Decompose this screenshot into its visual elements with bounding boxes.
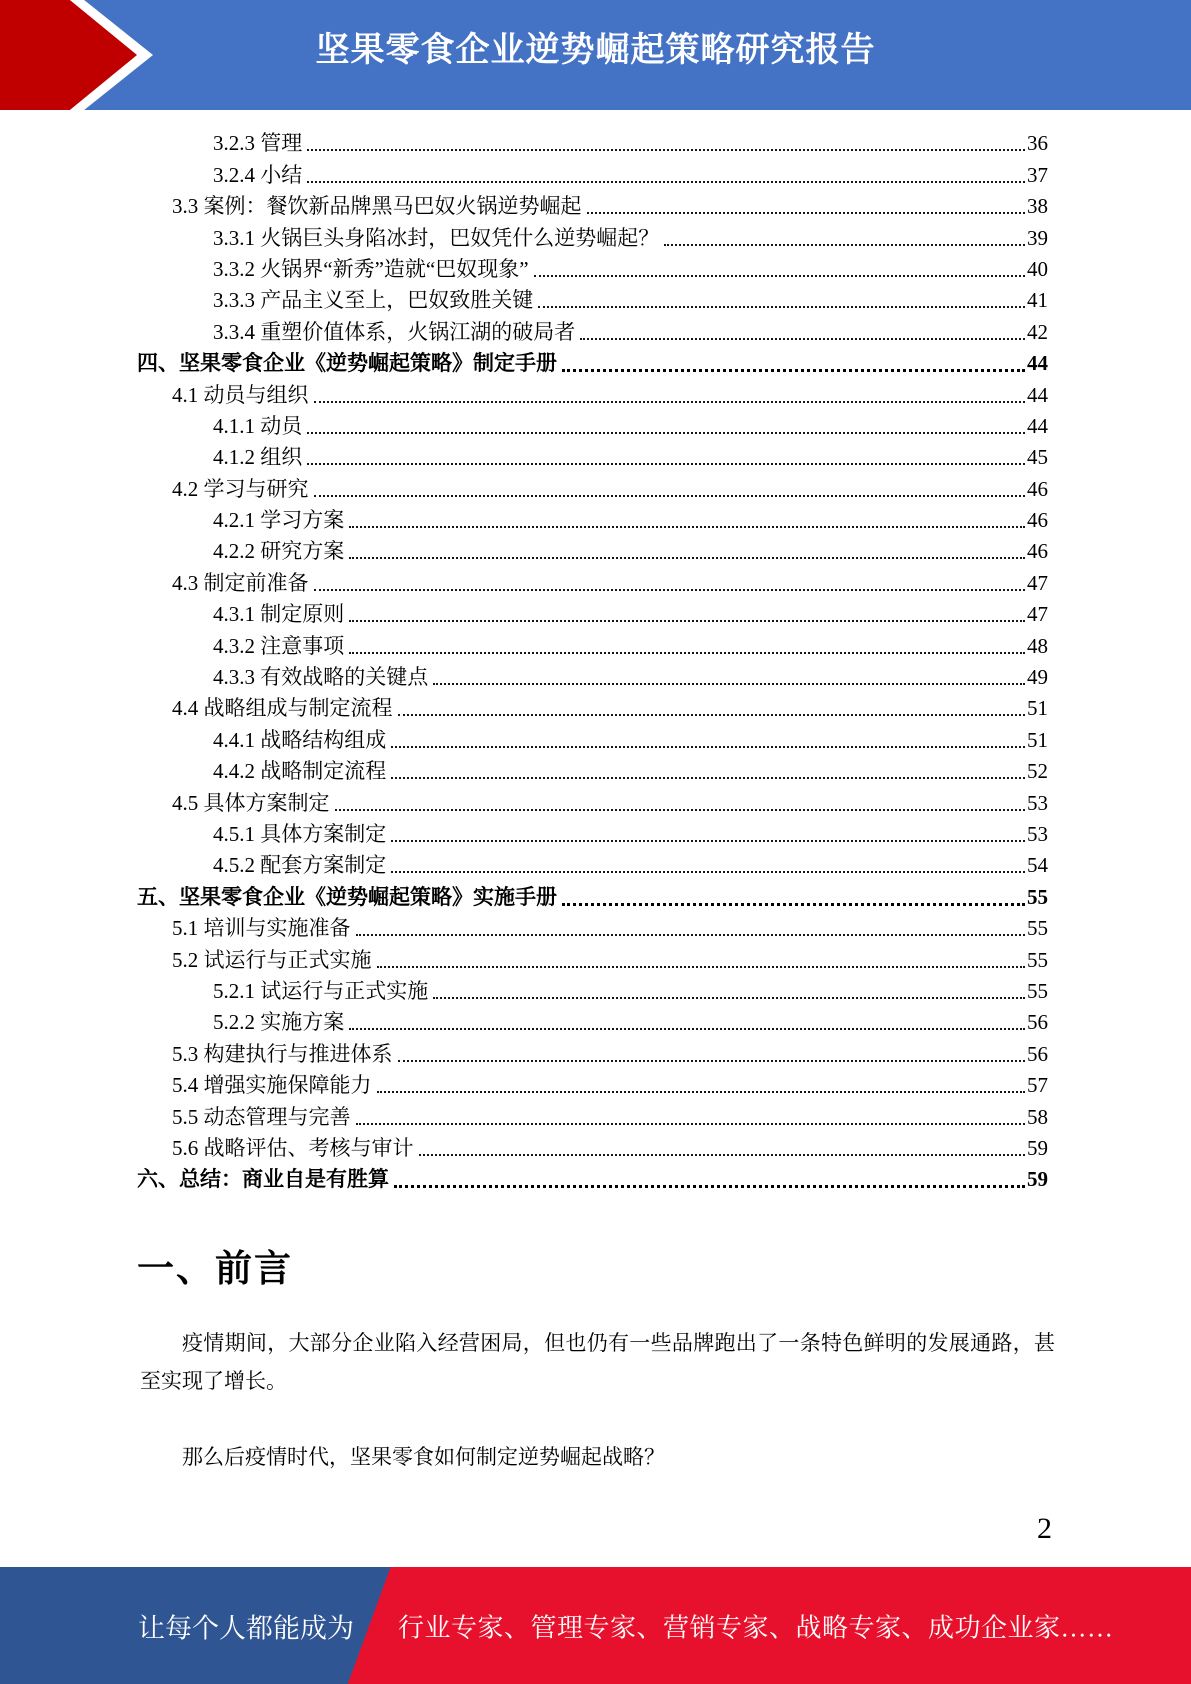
- toc-entry[interactable]: [137, 1037, 1048, 1068]
- toc-entry-page: 59: [1027, 1167, 1048, 1192]
- toc-dotted-leader: [356, 934, 1026, 936]
- toc-entry-label: 5.6 战略评估、考核与审计: [172, 1135, 414, 1160]
- toc-entry[interactable]: [137, 566, 1048, 597]
- toc-entry-page: 44: [1027, 351, 1048, 376]
- toc-entry-page: 40: [1027, 256, 1048, 281]
- toc-entry-label: 5.5 动态管理与完善: [172, 1104, 351, 1129]
- toc-dotted-leader: [349, 557, 1025, 559]
- body-text-block: [140, 1324, 1055, 1476]
- toc-entry-label: 4.2.1 学习方案: [213, 508, 345, 533]
- toc-entry-page: 47: [1027, 570, 1048, 595]
- toc-entry-label: 五、坚果零食企业《逆势崛起策略》实施手册: [137, 884, 557, 909]
- toc-entry[interactable]: [137, 818, 1048, 849]
- toc-entry-page: 55: [1027, 947, 1048, 972]
- toc-entry-page: 39: [1027, 225, 1048, 250]
- toc-entry-label: 5.4 增强实施保障能力: [172, 1073, 372, 1098]
- page-number: 2: [1037, 1512, 1052, 1545]
- toc-entry-page: 37: [1027, 162, 1048, 187]
- toc-entry-page: 49: [1027, 665, 1048, 690]
- toc-dotted-leader: [391, 746, 1025, 748]
- toc-entry-label: 5.2 试运行与正式实施: [172, 947, 372, 972]
- toc-dotted-leader: [538, 306, 1025, 308]
- toc-entry-page: 38: [1027, 194, 1048, 219]
- toc-entry-label: 六、总结：商业自是有胜算: [137, 1167, 389, 1192]
- toc-entry-page: 55: [1027, 916, 1048, 941]
- toc-entry-page: 59: [1027, 1135, 1048, 1160]
- toc-dotted-leader: [307, 181, 1025, 183]
- toc-entry[interactable]: [137, 849, 1048, 880]
- toc-entry-label: 5.3 构建执行与推进体系: [172, 1041, 393, 1066]
- toc-entry[interactable]: [137, 629, 1048, 660]
- toc-entry[interactable]: [137, 1006, 1048, 1037]
- toc-entry-page: 44: [1027, 382, 1048, 407]
- toc-dotted-leader: [307, 432, 1025, 434]
- toc-dotted-leader: [534, 275, 1025, 277]
- toc-entry-page: 46: [1027, 539, 1048, 564]
- toc-entry-label: 4.5.2 配套方案制定: [213, 853, 387, 878]
- toc-entry[interactable]: [137, 723, 1048, 754]
- toc-entry[interactable]: [137, 535, 1048, 566]
- toc-entry-label: 5.2.1 试运行与正式实施: [213, 978, 429, 1003]
- toc-entry-label: 4.3.2 注意事项: [213, 633, 345, 658]
- toc-dotted-leader: [314, 589, 1026, 591]
- body-paragraph: 疫情期间，大部分企业陷入经营困局，但也仍有一些品牌跑出了一条特色鲜明的发展通路，甚至实现了增长。: [140, 1331, 1055, 1393]
- toc-list: [137, 127, 1048, 1194]
- toc-entry-label: 4.1 动员与组织: [172, 382, 309, 407]
- toc-entry-page: 57: [1027, 1073, 1048, 1098]
- toc-entry-page: 45: [1027, 445, 1048, 470]
- toc-entry-label: 3.2.3 管理: [213, 131, 303, 156]
- toc-entry[interactable]: [137, 1163, 1048, 1194]
- toc-dotted-leader: [398, 714, 1026, 716]
- toc-entry[interactable]: [137, 315, 1048, 346]
- section-heading-foreword: 一、前言: [137, 1248, 293, 1289]
- toc-entry-page: 41: [1027, 288, 1048, 313]
- toc-entry[interactable]: [137, 378, 1048, 409]
- toc-dotted-leader: [587, 212, 1026, 214]
- toc-dotted-leader: [356, 1123, 1026, 1125]
- toc-entry-label: 4.4 战略组成与制定流程: [172, 696, 393, 721]
- toc-entry[interactable]: [137, 190, 1048, 221]
- toc-entry-page: 56: [1027, 1010, 1048, 1035]
- toc-dotted-leader: [314, 401, 1026, 403]
- toc-entry-page: 47: [1027, 602, 1048, 627]
- toc-entry-page: 58: [1027, 1104, 1048, 1129]
- toc-entry-page: 36: [1027, 131, 1048, 156]
- toc-entry-label: 4.2 学习与研究: [172, 476, 309, 501]
- toc-entry-page: 53: [1027, 821, 1048, 846]
- toc-entry[interactable]: [137, 912, 1048, 943]
- toc-entry[interactable]: [137, 880, 1048, 911]
- toc-entry-label: 3.3.1 火锅巨头身陷冰封，巴奴凭什么逆势崛起？: [213, 225, 660, 250]
- toc-entry-page: 46: [1027, 508, 1048, 533]
- toc-entry-label: 3.3.4 重塑价值体系，火锅江湖的破局者: [213, 319, 576, 344]
- toc-entry-label: 5.2.2 实施方案: [213, 1010, 345, 1035]
- toc-dotted-leader: [314, 495, 1026, 497]
- toc-entry-label: 4.1.1 动员: [213, 413, 303, 438]
- toc-entry[interactable]: [137, 441, 1048, 472]
- body-paragraph: 那么后疫情时代，坚果零食如何制定逆势崛起战略？: [182, 1445, 665, 1469]
- toc-dotted-leader: [307, 463, 1025, 465]
- toc-entry-label: 4.4.1 战略结构组成: [213, 727, 387, 752]
- toc-entry[interactable]: [137, 284, 1048, 315]
- report-title: 坚果零食企业逆势崛起策略研究报告: [315, 30, 876, 69]
- toc-entry-page: 42: [1027, 319, 1048, 344]
- toc-entry-label: 4.2.2 研究方案: [213, 539, 345, 564]
- toc-entry-label: 3.3 案例：餐饮新品牌黑马巴奴火锅逆势崛起: [172, 194, 582, 219]
- toc-dotted-leader: [391, 840, 1025, 842]
- toc-entry[interactable]: [137, 1100, 1048, 1131]
- header-banner: [0, 0, 1191, 110]
- toc-entry-page: 46: [1027, 476, 1048, 501]
- toc-dotted-leader: [377, 966, 1026, 968]
- toc-entry-label: 4.5.1 具体方案制定: [213, 821, 387, 846]
- toc-dotted-leader: [433, 683, 1025, 685]
- toc-dotted-leader: [394, 1185, 1025, 1188]
- toc-entry-page: 51: [1027, 727, 1048, 752]
- toc-dotted-leader: [664, 244, 1025, 246]
- toc-entry[interactable]: [137, 975, 1048, 1006]
- toc-entry-page: 55: [1027, 884, 1048, 909]
- toc-entry[interactable]: [137, 221, 1048, 252]
- toc-entry[interactable]: [137, 692, 1048, 723]
- toc-entry-page: 56: [1027, 1041, 1048, 1066]
- toc-entry[interactable]: [137, 472, 1048, 503]
- toc-entry-page: 55: [1027, 978, 1048, 1003]
- footer-banner: [0, 1567, 1191, 1684]
- toc-entry[interactable]: [137, 1132, 1048, 1163]
- toc-entry[interactable]: [137, 1069, 1048, 1100]
- toc-entry-label: 3.3.3 产品主义至上，巴奴致胜关键: [213, 288, 534, 313]
- toc-entry-page: 44: [1027, 413, 1048, 438]
- toc-entry-page: 51: [1027, 696, 1048, 721]
- toc-entry-page: 54: [1027, 853, 1048, 878]
- toc-dotted-leader: [562, 369, 1025, 372]
- toc-entry-label: 4.1.2 组织: [213, 445, 303, 470]
- toc-entry-label: 3.2.4 小结: [213, 162, 303, 187]
- toc-entry[interactable]: [137, 347, 1048, 378]
- footer-slogan-left: 让每个人都能成为: [138, 1613, 354, 1643]
- toc-entry-label: 3.3.2 火锅界“新秀”造就“巴奴现象”: [213, 256, 529, 281]
- toc-dotted-leader: [398, 1060, 1026, 1062]
- toc-entry-label: 4.4.2 战略制定流程: [213, 759, 387, 784]
- toc-entry-label: 4.3 制定前准备: [172, 570, 309, 595]
- toc-dotted-leader: [349, 652, 1025, 654]
- toc-dotted-leader: [433, 997, 1025, 999]
- toc-entry[interactable]: [137, 598, 1048, 629]
- toc-dotted-leader: [580, 338, 1025, 340]
- toc-dotted-leader: [349, 1028, 1025, 1030]
- toc-dotted-leader: [391, 871, 1025, 873]
- toc-dotted-leader: [349, 620, 1025, 622]
- toc-entry-label: 四、坚果零食企业《逆势崛起策略》制定手册: [137, 351, 557, 376]
- toc-entry[interactable]: [137, 158, 1048, 189]
- toc-entry-page: 53: [1027, 790, 1048, 815]
- toc-entry-label: 4.5 具体方案制定: [172, 790, 330, 815]
- toc-dotted-leader: [335, 809, 1026, 811]
- toc-dotted-leader: [562, 903, 1025, 906]
- toc-dotted-leader: [307, 149, 1025, 151]
- toc-dotted-leader: [419, 1154, 1026, 1156]
- toc-entry[interactable]: [137, 504, 1048, 535]
- toc-entry[interactable]: [137, 786, 1048, 817]
- toc-entry[interactable]: [137, 661, 1048, 692]
- toc-entry-label: 4.3.1 制定原则: [213, 602, 345, 627]
- footer-slogan-right: 行业专家、管理专家、营销专家、战略专家、成功企业家……: [398, 1613, 1114, 1642]
- toc-entry[interactable]: [137, 410, 1048, 441]
- toc-dotted-leader: [349, 526, 1025, 528]
- toc-entry-label: 4.3.3 有效战略的关键点: [213, 665, 429, 690]
- toc-entry[interactable]: [137, 253, 1048, 284]
- toc-entry[interactable]: [137, 127, 1048, 158]
- toc-entry-page: 52: [1027, 759, 1048, 784]
- toc-entry[interactable]: [137, 755, 1048, 786]
- toc-entry-label: 5.1 培训与实施准备: [172, 916, 351, 941]
- toc-dotted-leader: [377, 1091, 1026, 1093]
- toc-dotted-leader: [391, 777, 1025, 779]
- toc-entry[interactable]: [137, 943, 1048, 974]
- toc-entry-page: 48: [1027, 633, 1048, 658]
